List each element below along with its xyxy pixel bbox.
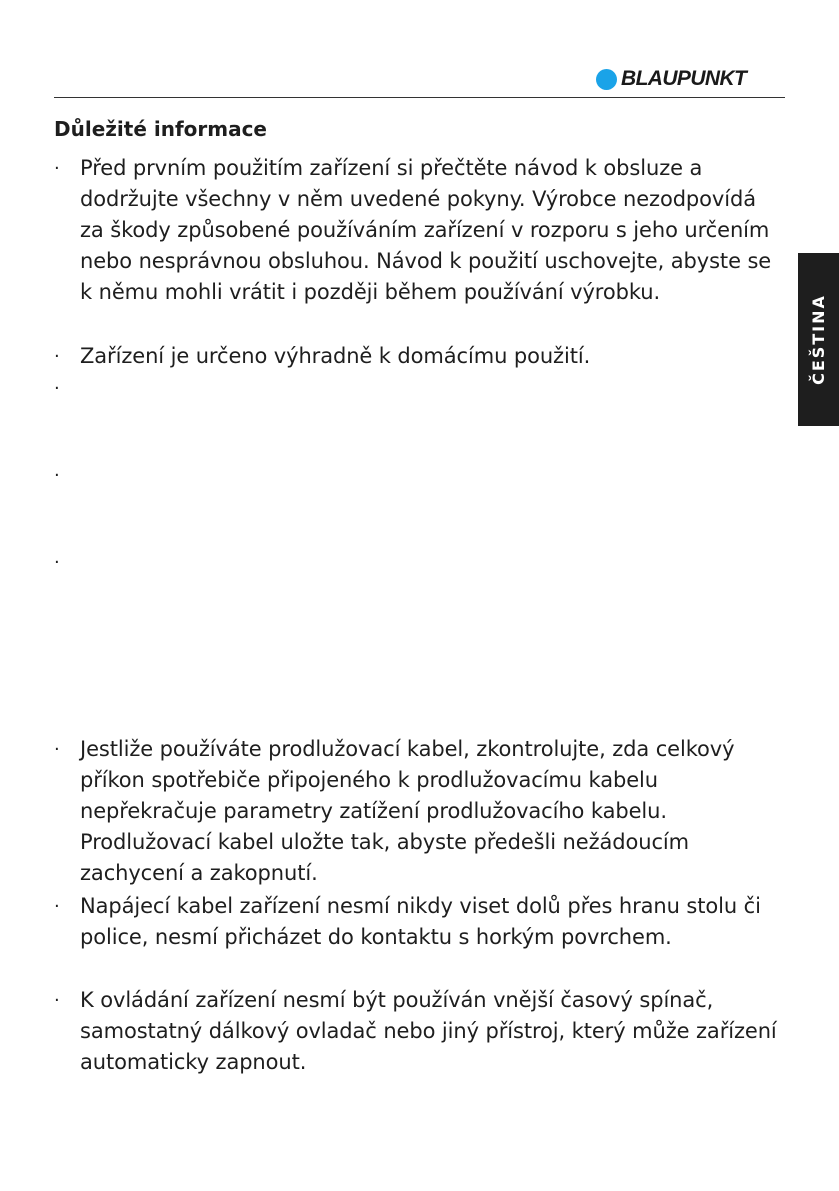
- list-item: [54, 985, 784, 1078]
- bullet-icon: ·: [54, 158, 60, 179]
- language-tab: [798, 253, 839, 426]
- list-item-text: Před prvním použitím zařízení si přečtěte návod k obsluze a dodržujte všechny v něm uvedené pokyny. Výrobce nezodpovídá za škody způsobené používáním zařízení v rozporu s jeho určením nebo nesprávnou obsluhou. Návod k použití uschovejte, abyste se k němu mohli vrátit i později během používání výrobku.: [80, 156, 772, 304]
- list-item-text: Jestliže používáte prodlužovací kabel, zkontrolujte, zda celkový příkon spotřebiče připojeného k prodlužovacímu kabelu nepřekračuje parametry zatížení prodlužovacího kabelu. Prodlužovací kabel uložte tak, abyste předešli nežádoucím zachycení a zakopnutí.: [80, 737, 735, 885]
- blaupunkt-logo: [596, 66, 746, 92]
- language-tab-label: ČEŠTINA: [809, 294, 828, 385]
- bullet-icon: ·: [54, 346, 60, 367]
- bullet-icon: ·: [54, 896, 60, 917]
- logo-wordmark: BLAUPUNKT: [621, 67, 747, 90]
- list-item-text: Zařízení je určeno výhradně k domácímu použití.: [80, 344, 591, 368]
- bullet-icon: ·: [54, 465, 60, 486]
- bullet-icon: ·: [54, 990, 60, 1011]
- list-item: [54, 734, 784, 889]
- list-item: [54, 891, 784, 953]
- section-heading: Důležité informace: [54, 117, 267, 141]
- list-item-text: K ovládání zařízení nesmí být používán vnější časový spínač, samostatný dálkový ovladač nebo jiný přístroj, který může zařízení automaticky zapnout.: [80, 988, 777, 1074]
- list-item: [54, 153, 784, 308]
- header-divider: [54, 97, 785, 98]
- bullet-icon: ·: [54, 739, 60, 760]
- logo-circle-icon: [596, 69, 617, 90]
- list-item: [54, 341, 784, 372]
- bullet-icon: ·: [54, 552, 60, 573]
- list-item-text: Napájecí kabel zařízení nesmí nikdy viset dolů přes hranu stolu či police, nesmí přicházet do kontaktu s horkým povrchem.: [80, 894, 761, 949]
- bullet-icon: ·: [54, 378, 60, 399]
